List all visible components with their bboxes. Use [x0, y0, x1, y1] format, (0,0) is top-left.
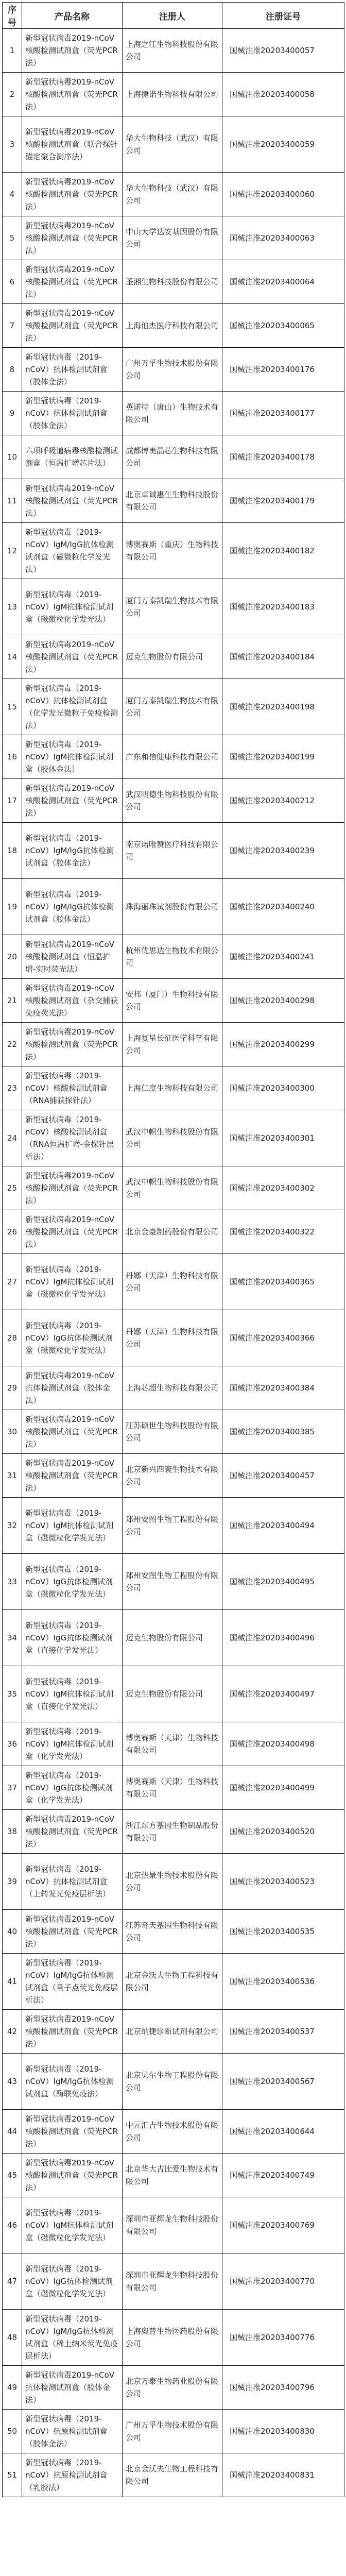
row-number: 47 [3, 2253, 22, 2310]
table-row [3, 2453, 344, 2497]
registration-number: 国械注准20203400182 [222, 523, 344, 579]
registrant: 北京华大吉比爱生物技术有限公司 [123, 2154, 222, 2197]
registration-table [2, 2, 344, 2497]
table-row [3, 29, 344, 73]
product-name: 新型冠状病毒2019-nCoV核酸检测试剂盒（荧光PCR法） [22, 2110, 123, 2154]
registrant: 北京万泰生物药业股份有限公司 [123, 2366, 222, 2410]
row-number: 40 [3, 1910, 22, 1954]
product-name: 新型冠状病毒2019-nCoV抗体检测试剂盒（胶体金法） [22, 1366, 123, 1410]
row-number: 9 [3, 392, 22, 435]
row-number: 38 [3, 1810, 22, 1854]
registration-number: 国械注准20203400749 [222, 2154, 344, 2197]
table-row [3, 392, 344, 435]
table-row [3, 216, 344, 260]
registration-number: 国械注准20203400769 [222, 2197, 344, 2253]
product-name: 新型冠状病毒2019-nCoV核酸检测试剂盒（荧光PCR法） [22, 260, 123, 304]
row-number: 10 [3, 435, 22, 479]
product-name: 新型冠状病毒（2019-nCoV）抗体检测试剂盒（胶体金法） [22, 348, 123, 392]
row-number: 11 [3, 479, 22, 523]
product-name: 新型冠状病毒（2019-nCoV）IgM抗体检测试剂盒（磁微粒化学发光法） [22, 2197, 123, 2253]
registration-number: 国械注准20203400457 [222, 1454, 344, 1498]
product-name: 新型冠状病毒（2019-nCoV）IgM抗体检测试剂盒（胶体金法） [22, 735, 123, 779]
registration-number: 国械注准20203400366 [222, 1310, 344, 1366]
registrant: 北京卓诚惠生生物科技股份有限公司 [123, 479, 222, 523]
row-number: 13 [3, 579, 22, 635]
registration-number: 国械注准20203400385 [222, 1410, 344, 1454]
registration-number: 国械注准20203400057 [222, 29, 344, 73]
registrant: 厦门万泰凯瑞生物技术有限公司 [123, 679, 222, 735]
row-number: 22 [3, 1023, 22, 1066]
registrant: 浙江东方基因生物制品股份有限公司 [123, 1810, 222, 1854]
product-name: 新型冠状病毒（2019-nCoV）IgM/IgG抗体检测试剂盒（胶体金法） [22, 823, 123, 879]
registration-number: 国械注准20203400064 [222, 260, 344, 304]
registration-number: 国械注准20203400495 [222, 1554, 344, 1610]
product-name: 新型冠状病毒2019-nCoV核酸检测试剂盒（荧光PCR法） [22, 29, 123, 73]
registrant: 广州万孚生物技术股份有限公司 [123, 348, 222, 392]
registration-number: 国械注准20203400241 [222, 935, 344, 979]
registration-number: 国械注准20203400567 [222, 2054, 344, 2110]
product-name: 新型冠状病毒2019-nCoV核酸检测试剂盒（荧光PCR法） [22, 216, 123, 260]
registrant: 博奥赛斯（天津）生物科技有限公司 [123, 1766, 222, 1810]
registrant: 圣湘生物科技股份有限公司 [123, 260, 222, 304]
registration-number: 国械注准20203400796 [222, 2366, 344, 2410]
registrant: 深圳市亚辉龙生物科技股份有限公司 [123, 2197, 222, 2253]
product-name: 新型冠状病毒（2019-nCoV）核酸检测试剂盒（RNA恒温扩增-金探针层析法） [22, 1110, 123, 1166]
registration-number: 国械注准20203400384 [222, 1366, 344, 1410]
registration-number: 国械注准20203400179 [222, 479, 344, 523]
table-row [3, 260, 344, 304]
table-row [3, 479, 344, 523]
row-number: 37 [3, 1766, 22, 1810]
table-row [3, 2054, 344, 2110]
product-name: 新型冠状病毒2019-nCoV核酸检测试剂盒（荧光PCR法） [22, 2154, 123, 2197]
table-row [3, 435, 344, 479]
table-row [3, 116, 344, 173]
row-number: 34 [3, 1610, 22, 1666]
registration-number: 国械注准20203400830 [222, 2410, 344, 2453]
product-name: 新型冠状病毒2019-nCoV核酸检测试剂盒（荧光PCR法） [22, 73, 123, 116]
product-name: 新型冠状病毒2019-nCoV核酸检测试剂盒（杂交捕获免疫荧光法） [22, 979, 123, 1023]
product-name: 新型冠状病毒（2019-nCoV）IgG抗体检测试剂盒（磁微粒化学发光法） [22, 1554, 123, 1610]
table-row [3, 2110, 344, 2154]
header-product-name: 产品名称 [22, 3, 123, 29]
table-row [3, 1810, 344, 1854]
registrant: 北京纳捷诊断试剂有限公司 [123, 2010, 222, 2054]
product-name: 新型冠状病毒2019-nCoV核酸检测试剂盒（荧光PCR法） [22, 2010, 123, 2054]
product-name: 新型冠状病毒2019-nCoV核酸检测试剂盒（荧光PCR法） [22, 635, 123, 679]
product-name: 新型冠状病毒（2019-nCoV）抗体检测试剂盒（胶体金法） [22, 392, 123, 435]
registration-number: 国械注准20203400184 [222, 635, 344, 679]
registration-number: 国械注准20203400644 [222, 2110, 344, 2154]
registrant: 上海捷诺生物科技有限公司 [123, 73, 222, 116]
registrant: 上海之江生物科技股份有限公司 [123, 29, 222, 73]
registrant: 北京贝尔生物工程股份有限公司 [123, 2054, 222, 2110]
product-name: 六项呼吸道病毒核酸检测试剂盒（恒温扩增芯片法） [22, 435, 123, 479]
table-row [3, 2310, 344, 2366]
table-row [3, 1610, 344, 1666]
row-number: 48 [3, 2310, 22, 2366]
product-name: 新型冠状病毒（2019-nCoV）IgG抗体检测试剂盒（磁微粒化学发光法） [22, 1310, 123, 1366]
table-row [3, 1666, 344, 1722]
row-number: 35 [3, 1666, 22, 1722]
product-name: 新型冠状病毒2019-nCoV核酸检测试剂盒（荧光PCR法） [22, 1210, 123, 1254]
registrant: 迈克生物股份有限公司 [123, 635, 222, 679]
registrant: 华大生物科技（武汉）有限公司 [123, 116, 222, 173]
row-number: 1 [3, 29, 22, 73]
row-number: 29 [3, 1366, 22, 1410]
row-number: 15 [3, 679, 22, 735]
registrant: 北京新兴四寰生物技术有限公司 [123, 1454, 222, 1498]
row-number: 20 [3, 935, 22, 979]
registrant: 郑州安图生物工程股份有限公司 [123, 1498, 222, 1554]
registrant: 迈克生物股份有限公司 [123, 1666, 222, 1722]
table-header-row [3, 3, 344, 29]
table-row [3, 1254, 344, 1310]
registration-number: 国械注准20203400831 [222, 2453, 344, 2497]
row-number: 32 [3, 1498, 22, 1554]
row-number: 16 [3, 735, 22, 779]
product-name: 新型冠状病毒（2019-nCoV）IgM抗体检测试剂盒（磁微粒化学发光法） [22, 579, 123, 635]
row-number: 50 [3, 2410, 22, 2453]
table-row [3, 779, 344, 823]
registration-number: 国械注准20203400212 [222, 779, 344, 823]
registrant: 江苏硕世生物科技股份有限公司 [123, 1410, 222, 1454]
registrant: 珠海丽珠试剂股份有限公司 [123, 879, 222, 935]
table-row [3, 1722, 344, 1766]
header-registrant: 注册人 [123, 3, 222, 29]
row-number: 25 [3, 1166, 22, 1210]
row-number: 2 [3, 73, 22, 116]
registration-number: 国械注准20203400058 [222, 73, 344, 116]
registration-number: 国械注准20203400059 [222, 116, 344, 173]
product-name: 新型冠状病毒（2019-nCoV）IgM抗体检测试剂盒（直接化学发光法） [22, 1666, 123, 1722]
table-row [3, 1410, 344, 1454]
table-row [3, 635, 344, 679]
registrant: 广州万孚生物技术股份有限公司 [123, 2410, 222, 2453]
registration-number: 国械注准20203400301 [222, 1110, 344, 1166]
registration-number: 国械注准20203400536 [222, 1954, 344, 2010]
registrant: 英诺特（唐山）生物技术有限公司 [123, 392, 222, 435]
row-number: 17 [3, 779, 22, 823]
row-number: 27 [3, 1254, 22, 1310]
product-name: 新型冠状病毒（2019-nCoV）IgM/IgG抗体检测试剂盒（胶体金法） [22, 879, 123, 935]
product-name: 新型冠状病毒（2019-nCoV）抗原检测试剂盒（胶体金法） [22, 2410, 123, 2453]
registrant: 郑州安图生物工程股份有限公司 [123, 1554, 222, 1610]
table-row [3, 1023, 344, 1066]
row-number: 36 [3, 1722, 22, 1766]
table-row [3, 735, 344, 779]
row-number: 14 [3, 635, 22, 679]
table-row [3, 2410, 344, 2453]
registration-number: 国械注准20203400770 [222, 2253, 344, 2310]
product-name: 新型冠状病毒2019-nCoV核酸检测试剂盒（荧光PCR法） [22, 1023, 123, 1066]
product-name: 新型冠状病毒（2019-nCoV）抗体检测试剂盒（化学发光微粒子免疫检测法） [22, 679, 123, 735]
row-number: 49 [3, 2366, 22, 2410]
registrant: 华大生物科技（武汉）有限公司 [123, 173, 222, 216]
registrant: 丹娜（天津）生物科技有限公司 [123, 1310, 222, 1366]
registration-number: 国械注准20203400523 [222, 1854, 344, 1910]
row-number: 33 [3, 1554, 22, 1610]
row-number: 18 [3, 823, 22, 879]
registration-number: 国械注准20203400298 [222, 979, 344, 1023]
registrant: 博奥赛斯（重庆）生物科技有限公司 [123, 523, 222, 579]
registrant: 博奥赛斯（天津）生物科技有限公司 [123, 1722, 222, 1766]
row-number: 51 [3, 2453, 22, 2497]
registration-number: 国械注准20203400239 [222, 823, 344, 879]
row-number: 43 [3, 2054, 22, 2110]
registrant: 中元汇吉生物技术股份有限公司 [123, 2110, 222, 2154]
table-row [3, 1166, 344, 1210]
product-name: 新型冠状病毒（2019-nCoV）抗体检测试剂盒（上转发光免疫层析法） [22, 1854, 123, 1910]
registration-number: 国械注准20203400176 [222, 348, 344, 392]
product-name: 新型冠状病毒（2019-nCoV）IgM/IgG抗体检测试剂盒（磁微粒化学发光法） [22, 523, 123, 579]
product-name: 新型冠状病毒（2019-nCoV）IgG抗体检测试剂盒（磁微粒化学发光法） [22, 2253, 123, 2310]
registration-number: 国械注准20203400494 [222, 1498, 344, 1554]
product-name: 新型冠状病毒2019-nCoV核酸检测试剂盒（荧光PCR法） [22, 1410, 123, 1454]
registration-number: 国械注准20203400365 [222, 1254, 344, 1310]
registration-number: 国械注准20203400300 [222, 1066, 344, 1110]
product-name: 新型冠状病毒（2019-nCoV）IgG抗体检测试剂盒（直接化学发光法） [22, 1610, 123, 1666]
table-row [3, 2366, 344, 2410]
table-row [3, 879, 344, 935]
registration-number: 国械注准20203400322 [222, 1210, 344, 1254]
registration-number: 国械注准20203400178 [222, 435, 344, 479]
product-name: 新型冠状病毒2019-nCoV核酸检测试剂盒（恒温扩增-实时荧光法） [22, 935, 123, 979]
registrant: 武汉中帜生物科技股份有限公司 [123, 1110, 222, 1166]
registration-number: 国械注准20203400299 [222, 1023, 344, 1066]
registrant: 上海复星长征医学科学有限公司 [123, 1023, 222, 1066]
registration-number: 国械注准20203400063 [222, 216, 344, 260]
row-number: 7 [3, 304, 22, 348]
registrant: 江苏奇天基因生物科技有限公司 [123, 1910, 222, 1954]
row-number: 4 [3, 173, 22, 216]
registrant: 上海仁度生物科技有限公司 [123, 1066, 222, 1110]
table-row [3, 935, 344, 979]
registration-number: 国械注准20203400520 [222, 1810, 344, 1854]
table-row [3, 1110, 344, 1166]
table-row [3, 523, 344, 579]
registration-number: 国械注准20203400498 [222, 1722, 344, 1766]
row-number: 44 [3, 2110, 22, 2154]
product-name: 新型冠状病毒2019-nCoV核酸检测试剂盒（荧光PCR法） [22, 1166, 123, 1210]
table-row [3, 679, 344, 735]
registrant: 广东和信健康科技有限公司 [123, 735, 222, 779]
table-row [3, 1066, 344, 1110]
registration-number: 国械注准20203400198 [222, 679, 344, 735]
registration-number: 国械注准20203400065 [222, 304, 344, 348]
product-name: 新型冠状病毒2019-nCoV抗体检测试剂盒（胶体金法） [22, 2366, 123, 2410]
registration-number: 国械注准20203400537 [222, 2010, 344, 2054]
product-name: 新型冠状病毒（2019-nCoV）IgG抗体检测试剂盒（化学发光法） [22, 1766, 123, 1810]
product-name: 新型冠状病毒2019-nCoV核酸检测试剂盒（荧光PCR法） [22, 479, 123, 523]
row-number: 6 [3, 260, 22, 304]
registrant: 北京金豪制药股份有限公司 [123, 1210, 222, 1254]
product-name: 新型冠状病毒（2019-nCoV）抗原检测试剂盒（乳胶法） [22, 2453, 123, 2497]
table-row [3, 1554, 344, 1610]
registrant: 成都博奥晶芯生物科技有限公司 [123, 435, 222, 479]
registrant: 杭州优思达生物技术有限公司 [123, 935, 222, 979]
product-name: 新型冠状病毒（2019-nCoV）IgM抗体检测试剂盒（磁微粒化学发光法） [22, 1498, 123, 1554]
table-row [3, 304, 344, 348]
table-row [3, 979, 344, 1023]
table-row [3, 823, 344, 879]
product-name: 新型冠状病毒2019-nCoV核酸检测试剂盒（荧光PCR法） [22, 304, 123, 348]
product-name: 新型冠状病毒（2019-nCoV）核酸检测试剂盒（RNA捕获探针法） [22, 1066, 123, 1110]
row-number: 46 [3, 2197, 22, 2253]
registrant: 北京金沃夫生物工程科技有限公司 [123, 1954, 222, 2010]
row-number: 41 [3, 1954, 22, 2010]
registrant: 武汉明德生物科技股份有限公司 [123, 779, 222, 823]
registrant: 上海奥普生物医药股份有限公司 [123, 2310, 222, 2366]
registration-number: 国械注准20203400302 [222, 1166, 344, 1210]
header-no: 序号 [3, 3, 22, 29]
row-number: 45 [3, 2154, 22, 2197]
row-number: 23 [3, 1066, 22, 1110]
product-name: 新型冠状病毒（2019-nCoV）IgM抗体检测试剂盒（化学发光法） [22, 1722, 123, 1766]
table-row [3, 1210, 344, 1254]
table-row [3, 1454, 344, 1498]
product-name: 新型冠状病毒2019-nCoV核酸检测试剂盒（荧光PCR法） [22, 173, 123, 216]
registrant: 中山大学达安基因股份有限公司 [123, 216, 222, 260]
table-row [3, 1310, 344, 1366]
row-number: 5 [3, 216, 22, 260]
product-name: 新型冠状病毒（2019-nCoV）IgM抗体检测试剂盒（磁微粒化学发光法） [22, 1254, 123, 1310]
row-number: 42 [3, 2010, 22, 2054]
registrant: 武汉中帜生物科技股份有限公司 [123, 1166, 222, 1210]
table-row [3, 73, 344, 116]
registration-number: 国械注准20203400496 [222, 1610, 344, 1666]
table-row [3, 2154, 344, 2197]
registrant: 北京热景生物技术股份有限公司 [123, 1854, 222, 1910]
table-row [3, 2197, 344, 2253]
row-number: 31 [3, 1454, 22, 1498]
row-number: 3 [3, 116, 22, 173]
product-name: 新型冠状病毒（2019-nCoV）IgM/IgG抗体检测试剂盒（稀土纳米荧光免疫层析法） [22, 2310, 123, 2366]
registration-number: 国械注准20203400177 [222, 392, 344, 435]
registrant: 丹娜（天津）生物科技有限公司 [123, 1254, 222, 1310]
table-row [3, 1498, 344, 1554]
registrant: 厦门万泰凯瑞生物技术有限公司 [123, 579, 222, 635]
registration-number: 国械注准20203400499 [222, 1766, 344, 1810]
table-row [3, 1766, 344, 1810]
row-number: 8 [3, 348, 22, 392]
table-row [3, 1366, 344, 1410]
registration-number: 国械注准20203400497 [222, 1666, 344, 1722]
row-number: 28 [3, 1310, 22, 1366]
registration-number: 国械注准20203400535 [222, 1910, 344, 1954]
registration-number: 国械注准20203400240 [222, 879, 344, 935]
row-number: 12 [3, 523, 22, 579]
registration-number: 国械注准20203400199 [222, 735, 344, 779]
table-row [3, 1854, 344, 1910]
product-name: 新型冠状病毒（2019-nCoV）IgM/IgG抗体检测试剂盒（酶联免疫法） [22, 2054, 123, 2110]
registrant: 上海芯超生物科技有限公司 [123, 1366, 222, 1410]
registration-number: 国械注准20203400776 [222, 2310, 344, 2366]
table-row [3, 1910, 344, 1954]
row-number: 39 [3, 1854, 22, 1910]
product-name: 新型冠状病毒2019-nCoV核酸检测试剂盒（荧光PCR法） [22, 779, 123, 823]
row-number: 26 [3, 1210, 22, 1254]
registration-number: 国械注准20203400183 [222, 579, 344, 635]
row-number: 21 [3, 979, 22, 1023]
registrant: 迈克生物股份有限公司 [123, 1610, 222, 1666]
registrant: 上海伯杰医疗科技有限公司 [123, 304, 222, 348]
table-row [3, 1954, 344, 2010]
table-row [3, 2253, 344, 2310]
header-registration-number: 注册证号 [222, 3, 344, 29]
product-name: 新型冠状病毒2019-nCoV核酸检测试剂盒（荧光PCR法） [22, 1454, 123, 1498]
registrant: 深圳市亚辉龙生物科技股份有限公司 [123, 2253, 222, 2310]
product-name: 新型冠状病毒2019-nCoV核酸检测试剂盒（荧光PCR法） [22, 1810, 123, 1854]
row-number: 24 [3, 1110, 22, 1166]
product-name: 新型冠状病毒2019-nCoV核酸检测试剂盒（联合探针锚定聚合测序法） [22, 116, 123, 173]
table-row [3, 2010, 344, 2054]
table-row [3, 173, 344, 216]
registrant: 北京金沃夫生物工程科技有限公司 [123, 2453, 222, 2497]
row-number: 30 [3, 1410, 22, 1454]
registrant: 南京诺唯赞医疗科技有限公司 [123, 823, 222, 879]
registrant: 安邦（厦门）生物科技有限公司 [123, 979, 222, 1023]
registration-number: 国械注准20203400060 [222, 173, 344, 216]
product-name: 新型冠状病毒2019-nCoV核酸检测试剂盒（荧光PCR法） [22, 1910, 123, 1954]
product-name: 新型冠状病毒（2019-nCoV）IgM/IgG抗体检测试剂盒（量子点荧光免疫层析法） [22, 1954, 123, 2010]
row-number: 19 [3, 879, 22, 935]
table-row [3, 348, 344, 392]
table-row [3, 579, 344, 635]
